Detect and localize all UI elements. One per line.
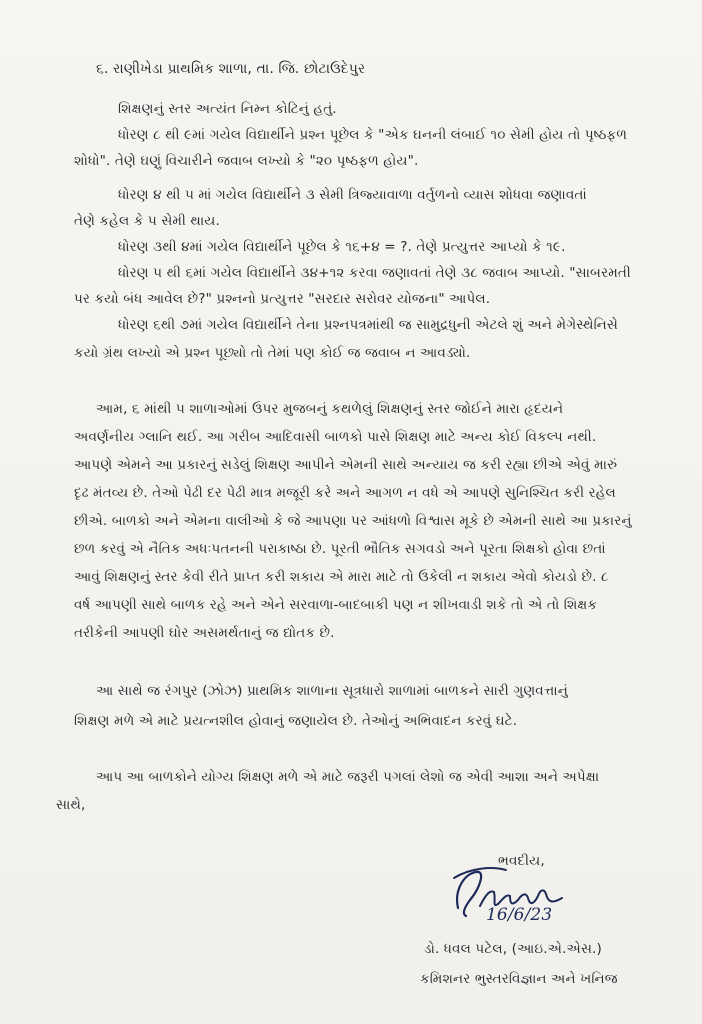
main-paragraph-line: વર્ષ આપણી સાથે બાળક રહે અને એને સરવાળા-બાદબાકી પણ ન શીખવાડી શકે તો એ તો શિક્ષક [74, 597, 598, 613]
main-paragraph-line: દૃઢ મંતવ્ય છે. તેઓ પેઢી દર પેઢી માત્ર મજૂરી કરે અને આગળ ન વધે એ આપણે સુનિશ્ચિત કરી રહેલ [74, 485, 616, 501]
main-paragraph-line: તરીકેની આપણી ઘોર અસમર્થતાનું જ દ્યોતક છે. [74, 625, 335, 641]
observation-line: પર કયો બંધ આવેલ છે?" પ્રશ્નનો પ્રત્યુત્તર "સરદાર સરોવર યોજના" આપેલ. [74, 291, 491, 307]
main-paragraph-line: આવું શિક્ષણનું સ્તર કેવી રીતે પ્રાપ્ત કરી શકાય એ મારા માટે તો ઉકેલી ન શકાય એવો કોયડો છે. ૮ [74, 569, 609, 585]
rangpur-paragraph-line: આ સાથે જ રંગપુર (ઝોઝ) પ્રાથમિક શાળાના સૂત્રધારો શાળામાં બાળકને સારી ગુણવત્તાનું [96, 683, 568, 699]
main-paragraph-line: અવર્ણનીય ગ્લાનિ થઈ. આ ગરીબ આદિવાસી બાળકો પાસે શિક્ષણ માટે અન્ય કોઈ વિકલ્પ નથી. [74, 429, 597, 445]
observation-line: ધોરણ ૮ થી ૯માં ગયેલ વિદ્યાર્થીને પ્રશ્ન પૂછેલ કે "એક ઘનની લંબાઈ ૧૦ સેમી હોય તો પૃષ્ઠફળ [118, 127, 628, 143]
signature-drawing [440, 860, 580, 940]
observation-line: ધોરણ ૪ થી ૫ માં ગયેલ વિદ્યાર્થીને ૩ સેમી ત્રિજ્યાવાળા વર્તુળનો વ્યાસ શોધવા જણાવતાં [118, 187, 587, 203]
signature-date: 16/6/23 [486, 905, 553, 925]
signatory-name: ડો. ધવલ પટેલ, (આઇ.એ.એસ.) [424, 941, 602, 957]
salutation: ભવદીય, [498, 853, 545, 869]
observation-line: ધોરણ ૫ થી ૬માં ગયેલ વિદ્યાર્થીને ૩૪+૧૨ કરવા જણાવતાં તેણે ૩૮ જવાબ આપ્યો. "સાબરમતી [118, 265, 631, 281]
closing-paragraph-line: આપ આ બાળકોને યોગ્ય શિક્ષણ મળે એ માટે જરૂરી પગલાં લેશો જ એવી આશા અને અપેક્ષા [96, 769, 600, 785]
signatory-title: કમિશનર ભુસ્તરવિજ્ઞાન અને ખનિજ [420, 971, 618, 987]
school-heading: ૬. રાણીખેડા પ્રાથમિક શાળા, તા. જિ. છોટાઉદેપુર [96, 61, 366, 77]
observation-line: શિક્ષણનું સ્તર અત્યંત નિમ્ન કોટિનું હતું. [118, 101, 337, 117]
main-paragraph-line: છીએ. બાળકો અને એમના વાલીઓ કે જે આપણા પર આંધળો વિશ્વાસ મૂકે છે એમની સાથે આ પ્રકારનું [74, 513, 632, 529]
main-paragraph-line: છળ કરવું એ નૈતિક અધઃપતનની પરાકાષ્ઠા છે. પૂરતી ભૌતિક સગવડો અને પૂરતા શિક્ષકો હોવા છતાં [74, 541, 606, 557]
main-paragraph-line: આપણે એમને આ પ્રકારનું સડેલું શિક્ષણ આપીને એમની સાથે અન્યાય જ કરી રહ્યા છીએ એવું મારું [74, 457, 618, 473]
rangpur-paragraph-line: શિક્ષણ મળે એ માટે પ્રયત્નશીલ હોવાનું જણાયેલ છે. તેઓનું અભિવાદન કરવું ઘટે. [74, 713, 518, 729]
observation-line: ધોરણ ૩થી ૪માં ગયેલ વિદ્યાર્થીને પૂછેલ કે ૧૬+૪ = ?. તેણે પ્રત્યુત્તર આપ્યો કે ૧૯. [118, 239, 566, 255]
observation-line: કયો ગ્રંથ લખ્યો એ પ્રશ્ન પૂછ્યો તો તેમાં પણ કોઈ જ જવાબ ન આવડ્યો. [74, 345, 471, 361]
handwritten-signature [440, 860, 580, 940]
observation-line: શોધો". તેણે ઘણું વિચારીને જવાબ લખ્યો કે "૨૦ પૃષ્ઠફળ હોય". [74, 153, 419, 169]
main-paragraph-line: આમ, ૬ માંથી ૫ શાળાઓમાં ઉપર મુજબનું કથળેલું શિક્ષણનું સ્તર જોઈને મારા હૃદયને [96, 401, 564, 417]
observation-line: ધોરણ ૬થી ૭માં ગયેલ વિદ્યાર્થીને તેના પ્રશ્નપત્રમાંથી જ સામુદ્રધુની એટલે શું અને મેગેસ્થેનિસે [118, 317, 619, 333]
observation-line: તેણે કહેલ કે ૫ સેમી થાય. [74, 213, 220, 229]
closing-paragraph-line: સાથે, [56, 797, 86, 813]
